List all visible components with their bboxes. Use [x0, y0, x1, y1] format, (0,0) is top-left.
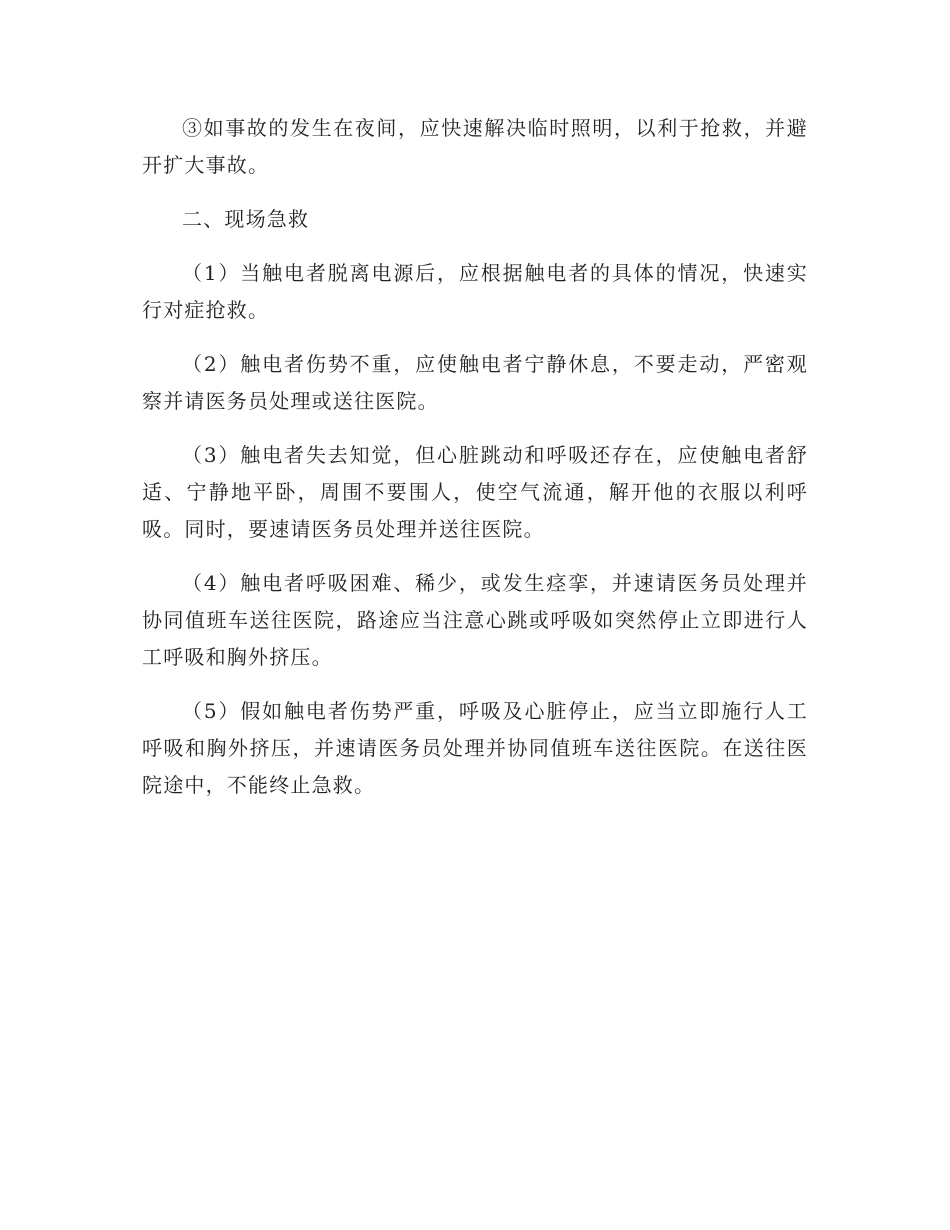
paragraph-night-lighting: ③如事故的发生在夜间，应快速解决临时照明，以利于抢救，并避开扩大事故。: [142, 116, 808, 177]
paragraph-step-1: （1）当触电者脱离电源后，应根据触电者的具体的情况，快速实行对症抢救。: [142, 261, 808, 322]
paragraph-step-4: （4）触电者呼吸困难、稀少，或发生痉挛，并速请医务员处理并协同值班车送往医院，路途应当注意心跳或呼吸如突然停止立即进行人工呼吸和胸外挤压。: [142, 571, 808, 669]
section-heading-onsite-first-aid: 二、现场急救: [182, 207, 310, 231]
paragraph-step-2: （2）触电者伤势不重，应使触电者宁静休息，不要走动，严密观察并请医务员处理或送往医院。: [142, 352, 808, 413]
document-body: [142, 110, 808, 821]
paragraph-step-5: （5）假如触电者伤势严重，呼吸及心脏停止，应当立即施行人工呼吸和胸外挤压，并速请医务员处理并协同值班车送往医院。在送往医院途中，不能终止急救。: [142, 699, 808, 797]
paragraph-step-3: （3）触电者失去知觉，但心脏跳动和呼吸还存在，应使触电者舒适、宁静地平卧，周围不要围人，使空气流通，解开他的衣服以利呼吸。同时，要速请医务员处理并送往医院。: [142, 443, 808, 541]
